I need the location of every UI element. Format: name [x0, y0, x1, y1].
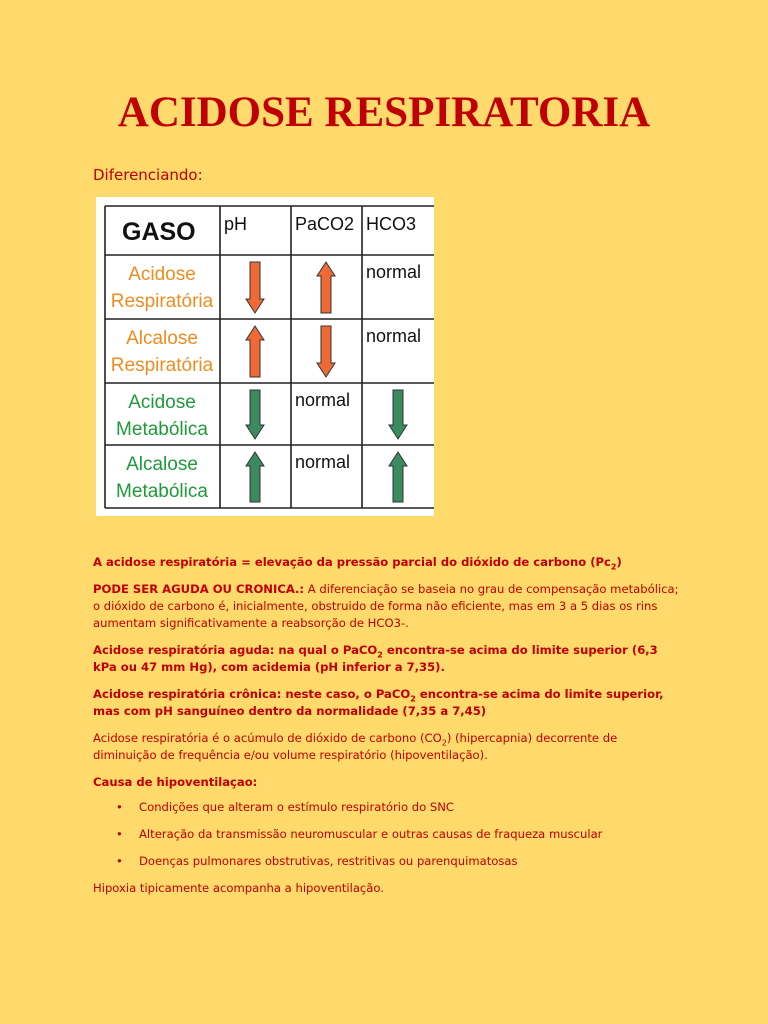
up-arrow-icon [389, 452, 407, 502]
row-label-line2: Metabólica [116, 419, 208, 440]
row-label-line1: Alcalose [126, 328, 198, 349]
normal-label-hco3: normal [366, 326, 422, 346]
paragraph-definition: A acidose respiratória = elevação da pressão parcial do dióxido de carbono $(Pc_2)$ [93, 555, 622, 572]
table-header-hco3: HCO3 [366, 214, 417, 234]
subtitle: Diferenciando: [93, 166, 203, 184]
paragraph-acute-chronic: PODE SER AGUDA OU CRONICA.: A diferenciação se baseia no grau de compensação metabólica; o dióxido de carbono é, inicialmente, obstruido de forma não eficiente, mas em 3 a 5 dias os rins aumentam significativamente a reabsorção de HCO3-. [93, 582, 679, 630]
bullet-icon: • [116, 854, 123, 868]
table-header-ph: pH [224, 214, 248, 234]
down-arrow-icon [317, 326, 335, 377]
table-header-gaso: GASO [122, 218, 196, 246]
list-item: • Alteração da transmissão neuromuscular e outras causas de fraqueza muscular [116, 827, 603, 841]
document-body [93, 554, 683, 907]
down-arrow-icon [246, 390, 264, 439]
causes-heading: Causa de hipoventilaçao: [93, 775, 258, 789]
causes-list [93, 799, 683, 870]
row-label-line1: Acidose [128, 392, 196, 413]
paragraph-accumulation: Acidose respiratória é o acúmulo de dióxido de carbono $(CO_2)$ (hipercapnia) decorrente de diminuição de frequência e/ou volume respiratório (hipoventilação). [93, 731, 618, 762]
gas-comparison-table [96, 197, 434, 516]
row-label-line1: Alcalose [126, 454, 198, 475]
list-item: • Condições que alteram o estímulo respiratório do SNC [116, 800, 454, 814]
page-title: ACIDOSE RESPIRATORIA [117, 89, 651, 136]
up-arrow-icon [246, 452, 264, 502]
table-header-paco2: PaCO2 [295, 214, 355, 234]
normal-label-paco2: normal [295, 390, 351, 410]
row-label-line2: Respiratória [110, 291, 214, 312]
row-label-line1: Acidose [128, 264, 196, 285]
list-item: • Doenças pulmonares obstrutivas, restritivas ou parenquimatosas [116, 854, 518, 868]
bullet-icon: • [116, 800, 123, 814]
normal-label-hco3: normal [366, 262, 422, 282]
gas-table-graphic [96, 197, 434, 516]
row-label-line2: Respiratória [110, 355, 214, 376]
down-arrow-icon [389, 390, 407, 439]
row-label-line2: Metabólica [116, 481, 208, 502]
up-arrow-icon [317, 262, 335, 313]
paragraph-acute: Acidose respiratória aguda: na qual o PaCO$_2$ encontra-se acima do limite superior (6,3 kPa ou 47 mm Hg), com acidemia (pH inferior a 7,35). [93, 643, 658, 674]
normal-label-paco2: normal [295, 452, 351, 472]
up-arrow-icon [246, 326, 264, 377]
paragraph-chronic: Acidose respiratória crônica: neste caso, o PaCO$_2$ encontra-se acima do limite superior, mas com pH sanguíneo dentro da normalidade (7,35 a 7,45) [93, 687, 664, 718]
bullet-icon: • [116, 827, 123, 841]
paragraph-closing: Hipoxia tipicamente acompanha a hipoventilação. [93, 881, 384, 895]
down-arrow-icon [246, 262, 264, 313]
